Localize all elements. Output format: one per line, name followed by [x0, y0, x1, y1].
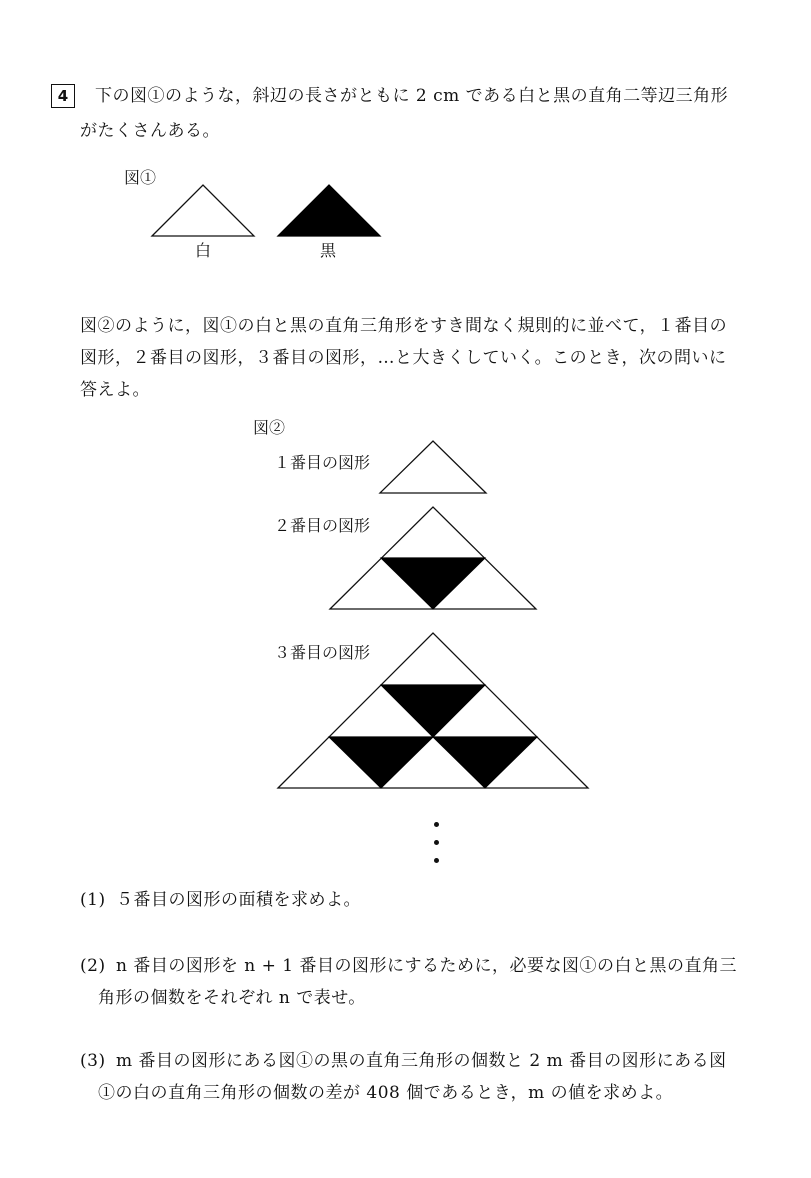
- ellipsis-dot: [434, 822, 439, 827]
- stage1-figure: [380, 441, 486, 493]
- question3-line2: ①の白の直角三角形の個数の差が 408 個であるとき，m の値を求めよ。: [98, 1083, 674, 1103]
- description-line1: 図②のように，図①の白と黒の直角三角形をすき間なく規則的に並べて，１番目の: [80, 316, 728, 336]
- problem-intro-line2: がたくさんある。: [80, 121, 220, 141]
- problem-number-box: 4: [51, 84, 75, 108]
- question3-line1: m 番目の図形にある図①の黒の直角三角形の個数と 2 m 番目の図形にある図: [116, 1051, 727, 1071]
- figure2-label: 図②: [253, 418, 286, 437]
- description-line3: 答えよ。: [80, 380, 150, 400]
- stage3-figure: [278, 633, 588, 788]
- black-label: 黒: [320, 241, 337, 260]
- question3-number: (3): [80, 1051, 106, 1071]
- description-line2: 図形，２番目の図形，３番目の図形，…と大きくしていく。このとき，次の問いに: [80, 348, 727, 368]
- question2-line2: 角形の個数をそれぞれ n で表せ。: [98, 988, 366, 1008]
- stage1-white-triangle: [380, 441, 486, 493]
- stage1-label: １番目の図形: [274, 453, 371, 472]
- stage2-label: ２番目の図形: [274, 516, 371, 535]
- ellipsis-dot: [434, 840, 439, 845]
- white-label: 白: [195, 241, 212, 260]
- question1-text: ５番目の図形の面積を求めよ。: [116, 890, 361, 910]
- figure1-label: 図①: [124, 168, 157, 187]
- problem-intro-line1: 下の図①のような，斜辺の長さがともに 2 cm である白と黒の直角二等辺三角形: [95, 86, 729, 106]
- question1-number: (1): [80, 890, 106, 910]
- stage2-figure: [330, 507, 536, 609]
- question2-line1: n 番目の図形を n + 1 番目の図形にするために，必要な図①の白と黒の直角三: [116, 956, 737, 976]
- question2-number: (2): [80, 956, 106, 976]
- stage3-label: ３番目の図形: [274, 643, 371, 662]
- ellipsis-dot: [434, 858, 439, 863]
